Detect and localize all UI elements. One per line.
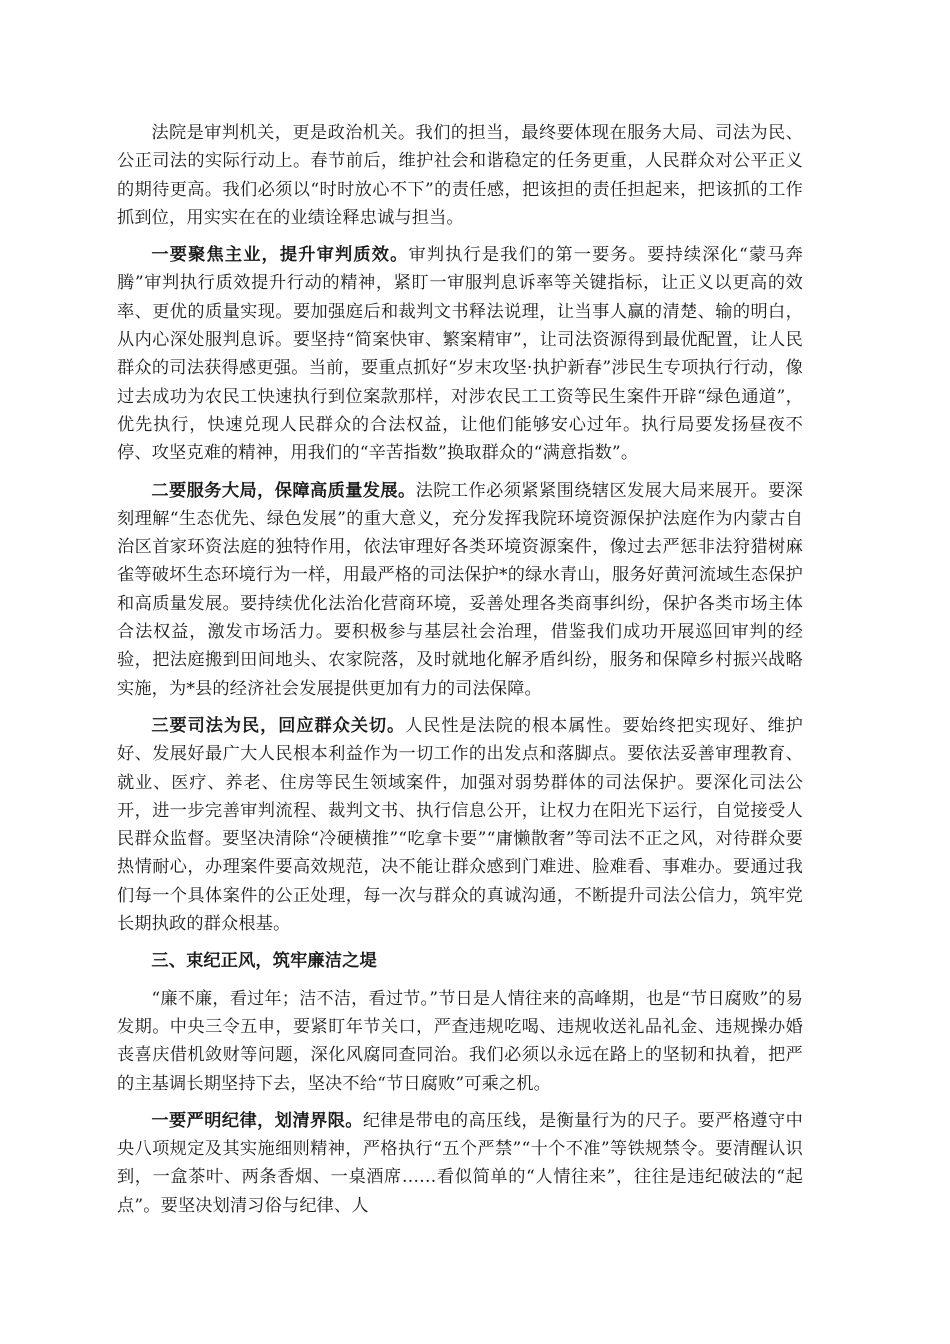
- paragraph-strict-discipline: [117, 1107, 803, 1220]
- paragraph-serve-overall-situation: [117, 477, 803, 703]
- paragraph-text: 审判执行是我们的第一要务。要持续深化“蒙马奔腾”审判执行质效提升行动的精神，紧盯一审服判息诉率等关键指标，让正义以更高的效率、更优的质量实现。要加强庭后和裁判文书释法说理，让当事人赢的清楚、输的明白，从内心深处服判息诉。要坚持“简案快审、繁案精审”，让司法资源得到最优配置，让人民群众的司法获得感更强。当前，要重点抓好“岁末攻坚·执护新春”涉民生专项执行行动，像过去成功为农民工快速执行到位案款那样，对涉农民工工资等民生案件开辟“绿色通道”，优先执行，快速兑现人民群众的合法权益，让他们能够安心过年。执行局要发扬昼夜不停、攻坚克难的精神，用我们的“辛苦指数”换取群众的“满意指数”。: [117, 245, 804, 464]
- section-heading: 三、束纪正风，筑牢廉洁之堤: [151, 951, 377, 972]
- paragraph-lead: 三要司法为民，回应群众关切。: [151, 715, 406, 736]
- document-page: [117, 119, 803, 1229]
- paragraph-text: 人民性是法院的根本属性。要始终把实现好、维护好、发展好最广大人民根本利益作为一切工作的出发点和落脚点。要依法妥善审理教育、就业、医疗、养老、住房等民生领域案件，加强对弱势群体的司法保护。要深化司法公开，进一步完善审判流程、裁判文书、执行信息公开，让权力在阳光下运行，自觉接受人民群众监督。要坚决清除“冷硬横推”“吃拿卡要”“庸懒散奢”等司法不正之风，对待群众要热情耐心，办理案件要高效规范，决不能让群众感到门难进、脸难看、事难办。要通过我们每一个具体案件的公正处理，每一次与群众的真诚沟通，不断提升司法公信力，筑牢党长期执政的群众根基。: [117, 715, 803, 935]
- paragraph-text: 法院是审判机关，更是政治机关。我们的担当，最终要体现在服务大局、司法为民、公正司法的实际行动上。春节前后，维护社会和谐稳定的任务更重，人民群众对公平正义的期待更高。我们必须以“时时放心不下”的责任感，把该担的责任担起来，把该抓的工作抓到位，用实实在在的业绩诠释忠诚与担当。: [117, 123, 803, 228]
- paragraph-intro: [117, 119, 803, 232]
- paragraph-text: 纪律是带电的高压线，是衡量行为的尺子。要严格遵守中央八项规定及其实施细则精神，严格执行“五个严禁”“十个不准”等铁规禁令。要清醒认识到，一盒茶叶、两条香烟、一桌酒席……看似简单的“人情往来”，往往是违纪破法的“起点”。要坚决划清习俗与纪律、人: [117, 1110, 803, 1216]
- paragraph-lead: 二要服务大局，保障高质量发展。: [151, 480, 416, 501]
- paragraph-text: “廉不廉，看过年；洁不洁，看过节。”节日是人情往来的高峰期，也是“节日腐败”的易发期。中央三令五申，要紧盯年节关口，严查违规吃喝、违规收送礼品礼金、违规操办婚丧喜庆借机敛财等问题，深化风腐同查同治。我们必须以永远在路上的坚韧和执着，把严的主基调长期坚持下去，坚决不给“节日腐败”可乘之机。: [117, 988, 803, 1094]
- paragraph-justice-for-people: [117, 712, 803, 938]
- paragraph-festival-integrity: [117, 985, 803, 1098]
- paragraph-focus-main-business: [117, 241, 803, 467]
- paragraph-lead: 一要严明纪律，划清界限。: [151, 1110, 363, 1131]
- paragraph-text: 法院工作必须紧紧围绕辖区发展大局来展开。要深刻理解“生态优先、绿色发展”的重大意义，充分发挥我院环境资源保护法庭作为内蒙古自治区首家环资法庭的独特作用，依法审理好各类环境资源案件，像过去严惩非法狩猎树麻雀等破坏生态环境行为一样，用最严格的司法保护*的绿水青山，服务好黄河流域生态保护和高质量发展。要持续优化法治化营商环境，妥善处理各类商事纠纷，保护各类市场主体合法权益，激发市场活力。要积极参与基层社会治理，借鉴我们成功开展巡回审判的经验，把法庭搬到田间地头、农家院落，及时就地化解矛盾纠纷，服务和保障乡村振兴战略实施，为*县的经济社会发展提供更加有力的司法保障。: [117, 480, 803, 699]
- paragraph-lead: 一要聚焦主业，提升审判质效。: [151, 245, 409, 266]
